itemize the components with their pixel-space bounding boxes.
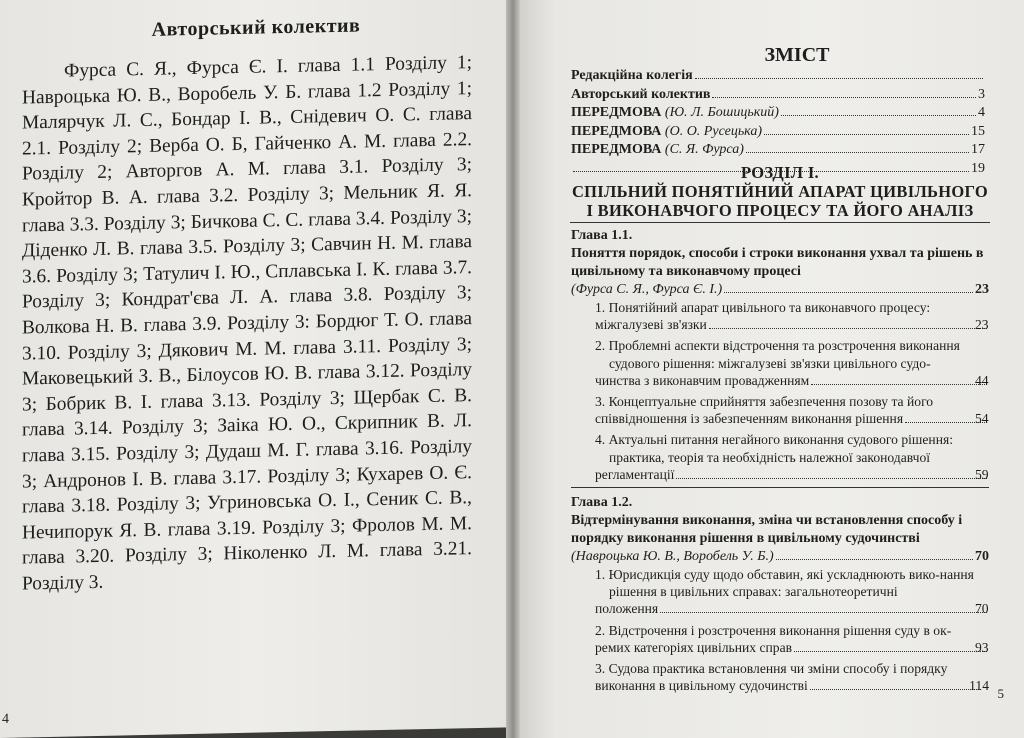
chapter-title: Поняття порядок, способи і строки виконання ухвал та рішень в цивільному та виконавчому процесі: [571, 246, 984, 279]
toc-entry: [571, 67, 985, 86]
page-number: 4: [2, 711, 9, 727]
page-title: Авторський колектив: [151, 14, 361, 41]
chapter-page: 23: [975, 282, 989, 297]
toc-entry-page: 4: [978, 105, 985, 120]
toc-entry-author: (Ю. Л. Бошицький): [664, 105, 779, 120]
chapter-1-1: [571, 227, 989, 698]
toc-front-matter: [571, 67, 985, 178]
authors-text: [22, 50, 472, 597]
toc-entry: [571, 104, 985, 123]
toc-entry-page: 19: [971, 160, 985, 176]
toc-entry-page: 15: [971, 123, 985, 139]
toc-entry: [571, 123, 985, 142]
toc-title: ЗМІСТ: [764, 44, 830, 66]
section-heading: [570, 163, 990, 220]
chapter-divider: [571, 487, 989, 488]
subsection-text-end: чинства з виконавчим провадженням: [595, 372, 810, 388]
right-page: [514, 0, 1024, 738]
subsection-text-end: положення: [595, 601, 659, 617]
subsection-text: 2. Відстрочення і розстрочення виконання рішення суду в ок-: [595, 622, 952, 638]
subsection-text-end: співвідношення із забезпеченням виконання рішення: [595, 411, 904, 427]
toc-entry-label: ПЕРЕДМОВА: [571, 123, 662, 139]
subsection-text: 1. Понятійний апарат цивільного та виконавчого процесу:: [595, 300, 931, 315]
subsection-page: 114: [969, 678, 989, 694]
toc-entry-label: ПЕРЕДМОВА: [571, 142, 662, 157]
toc-entry-page: 17: [971, 142, 985, 157]
chapter-subsection: 2. Відстрочення і розстрочення виконання рішення суду в ок- ремих категоріях цивільних справ 93: [595, 622, 989, 655]
chapter-authors: (Навроцька Ю. В., Воробель У. Б.): [571, 549, 774, 565]
chapter-authors-line: [571, 281, 989, 299]
chapter-subsection: 2. Проблемні аспекти відстрочення та розстрочення виконання судового рішення: міжгалузеві зв'язки цивільного судо- чинства з виконавчим провадженням 44: [595, 338, 989, 388]
section-divider: [570, 222, 990, 223]
toc-entry: [571, 86, 985, 105]
chapter-page: 70: [975, 549, 989, 565]
toc-entry-label: ПЕРЕДМОВА: [571, 105, 662, 120]
chapter-authors: (Фурса С. Я., Фурса Є. І.): [571, 282, 723, 297]
toc-entry-author: (О. О. Русецька): [664, 123, 763, 139]
chapter-subsection: 1. Понятійний апарат цивільного та виконавчого процесу: міжгалузеві зв'язки 23: [595, 300, 989, 333]
subsection-text-end: регламентації: [595, 466, 675, 482]
subsection-text-end: виконання в цивільному судочинстві: [595, 678, 808, 694]
subsection-text: 3. Судова практика встановлення чи зміни способу і порядку: [595, 661, 948, 677]
toc-entry-author: (С. Я. Фурса): [664, 142, 744, 157]
toc-entry-label: Редакційна колегія: [571, 68, 693, 83]
subsection-text-end: міжгалузеві зв'язки: [595, 317, 707, 333]
section-label: РОЗДІЛ І.: [741, 163, 819, 182]
section-title-line1: СПІЛЬНИЙ ПОНЯТІЙНИЙ АПАРАТ ЦИВІЛЬНОГО: [571, 182, 989, 201]
subsection-text: 4. Актуальні питання негайного виконання судового рішення: практика, теорія та необхідність належної законодавчої: [595, 432, 954, 465]
book-gutter: [506, 0, 520, 738]
chapter-authors-line: [571, 548, 989, 566]
toc-entry-page: 3: [978, 86, 985, 102]
toc-entry-label: Авторський колектив: [571, 86, 711, 102]
chapter-title: Відтермінування виконання, зміна чи встановлення способу і порядку виконання рішення в цивільному судочинстві: [571, 513, 963, 547]
subsection-text: 3. Концептуальне сприйняття забезпечення позову та його: [595, 394, 934, 410]
authors-paragraph: Фурса С. Я., Фурса Є. І. глава 1.1 Розділу 1; Навроцька Ю. В., Воробель У. Б. глава 1.2 Розділу 1; Малярчук Л. С., Бондар І. В., Снідевич О. С. глава 2.1. Розділу 2; Верба О. Б, Гайченко А. М. глава 2.2. Розділу 2; Авторгов А. М. глава 3.1. Розділу 3; Кройтор В. А. глава 3.2. Розділу 3; Мельник Я. Я. глава 3.3. Розділу 3; Бичкова С. С. глава 3.4. Розділу 3; Діденко Л. В. глава 3.5. Розділу 3; Савчин Н. М. глава 3.6. Розділу 3; Татулич І. Ю., Сплавська І. К. глава 3.7. Розділу 3; Кондрат'єва Л. А. глава 3.8. Розділу 3; Волкова Н. В. глава 3.9. Розділу 3: Бордюг Т. О. глава 3.10. Розділу 3; Дякович М. М. глава 3.11. Розділу 3; Маковецький З. В., Білоусов Ю. В. глава 3.12. Розділу 3; Бобрик В. І. глава 3.13. Розділу 3; Щербак С. В. глава 3.14. Розділу 3; Заіка Ю. О., Скрипник В. Л. глава 3.15. Розділу 3; Дудаш М. Г. глава 3.16. Розділу 3; Андронов І. В. глава 3.17. Розділу 3; Кухарев О. Є. глава 3.18. Розділу 3; Угриновська О. І., Сеник С. В., Нечипорук Я. В. глава 3.19. Розділу 3; Фролов М. М. глава 3.20. Розділу 3; Ніколенко Л. М. глава 3.21. Розділу 3.: [22, 52, 472, 595]
chapter-subsection: 3. Концептуальне сприйняття забезпечення позову та його співвідношення із забезпеченням виконання рішення 54: [595, 394, 989, 427]
subsection-text-end: ремих категоріях цивільних справ: [595, 639, 793, 655]
toc-entry: [571, 141, 985, 160]
subsection-text: 1. Юрисдикція суду щодо обставин, які ускладнюють вико-нання рішення в цивільних справах: загальнотеоретичні: [595, 567, 974, 600]
chapter-label: Глава 1.1.: [571, 228, 633, 243]
chapter-subsection: [595, 660, 989, 694]
chapter-subsection: 1. Юрисдикція суду щодо обставин, які ускладнюють вико-нання рішення в цивільних справах: загальнотеоретичні положення 70: [595, 567, 989, 617]
chapter-subsection: 4. Актуальні питання негайного виконання судового рішення: практика, теорія та необхідність належної законодавчої регламентації 59: [595, 432, 989, 482]
chapter-label: Глава 1.2.: [571, 495, 633, 511]
section-title-line2: І ВИКОНАВЧОГО ПРОЦЕСУ ТА ЙОГО АНАЛІЗ: [586, 201, 974, 220]
subsection-text: 2. Проблемні аспекти відстрочення та розстрочення виконання судового рішення: міжгалузеві зв'язки цивільного судо-: [595, 338, 960, 371]
page-number: 5: [997, 686, 1004, 701]
